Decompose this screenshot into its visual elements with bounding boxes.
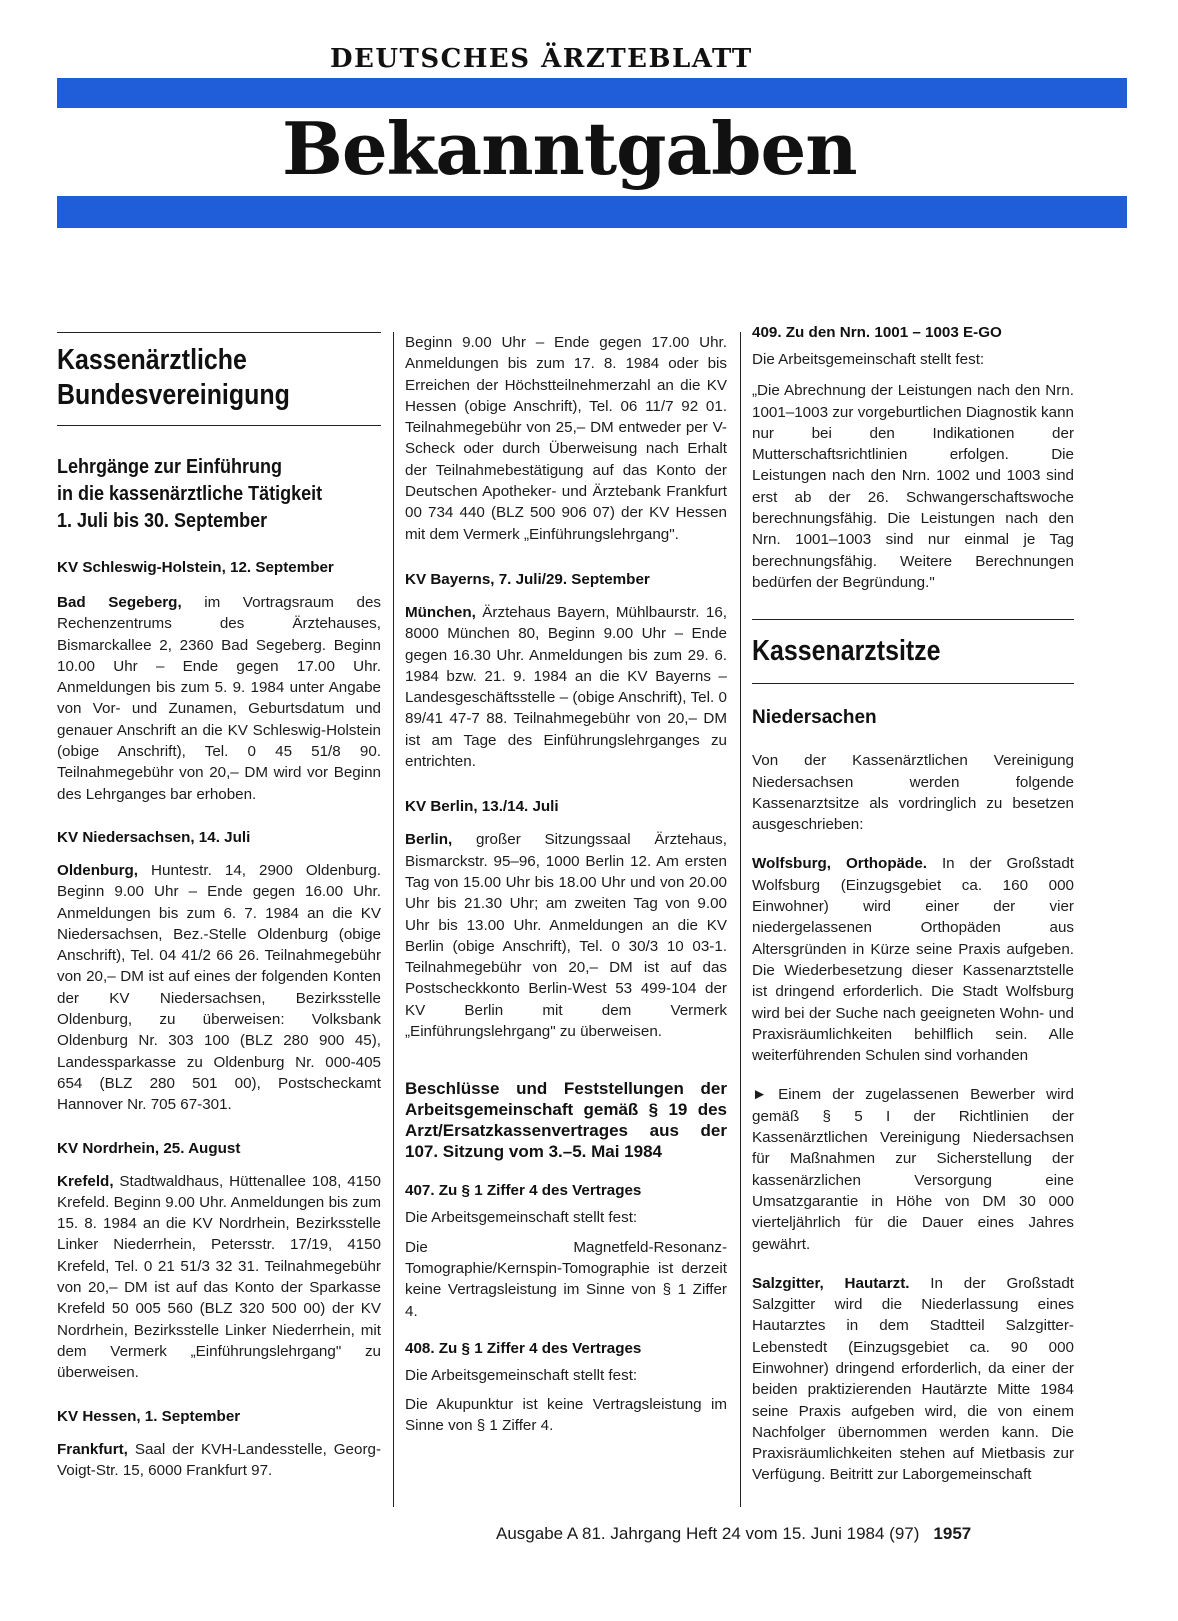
org-title-line: Bundesvereinigung [57,379,290,411]
kv-heading: KV Schleswig-Holstein, 12. September [57,559,334,576]
item-heading: 408. Zu § 1 Ziffer 4 des Vertrages [405,1339,642,1357]
item-lead: Die Arbeitsgemeinschaft stellt fest: [405,1209,638,1227]
kv-paragraph: München, Ärztehaus Bayern, Mühlbaurstr. 16, 8000 München 80, Beginn 9.00 Uhr – Ende gegen 16.30 Uhr. Anmeldungen bis zum 29. 6. 1984 bzw. 21. 9. 1984 an die KV Bayerns – Landesgeschäftsstelle – (obige Anschrift), Tel. 0 89/41 47-7 88. Teilnahmegebühr von 20,– DM ist am Tage des Einführungslehrganges zu entrichten. [405,603,727,771]
kv-heading: KV Hessen, 1. September [57,1407,241,1425]
column-2 [405,332,727,1437]
column-3 [752,324,1075,1486]
course-title-line: 1. Juli bis 30. September [57,510,268,532]
city: München, [405,603,476,621]
kv-paragraph: Oldenburg, Huntestr. 14, 2900 Oldenburg. Beginn 9.00 Uhr – Ende gegen 16.00 Uhr. Anmeldungen bis zum 6. 7. 1984 an die KV Niedersachsen, Bez.-Stelle Oldenburg (obige Anschrift), Tel. 04 41/2 66 26. Teilnahmegebühr von 20,– DM ist auf eines der folgenden Konten der KV Niedersachsen, Bezirksstelle Oldenburg, zu überweisen: Volksbank Oldenburg Nr. 303 100 (BLZ 280 900 45), Landessparkasse zu Oldenburg Nr. 000-405 654 (BLZ 280 501 00), Postscheckamt Hannover Nr. 705 67-301. [57,861,381,1114]
city: Bad Segeberg, [57,594,182,611]
kv-heading: KV Bayerns, 7. Juli/29. September [405,570,650,588]
course-title-line: in die kassenärztliche Tätigkeit [57,483,323,505]
column-divider [740,332,741,1507]
kv-paragraph: Bad Segeberg, im Vortragsraum des Rechenzentrums des Ärztehauses, Bismarckallee 2, 2360 Bad Segeberg. Beginn 10.00 Uhr – Ende gegen 17.00 Uhr. Anmeldungen bis zum 5. 9. 1984 unter Angabe von Vor- und Zunamen, Geburtsdatum und genauer Anschrift an die KV Schleswig-Holstein (obige Anschrift), Tel. 0 45 51/8 90. Teilnahmegebühr von 20,– DM wird vor Beginn des Lehrganges bar erhoben. [57,594,381,803]
page-number: 1957 [933,1524,972,1543]
intro-paragraph: Von der Kassenärztlichen Vereinigung Niedersachsen werden folgende Kassenarztsitze als vordringlich zu besetzen ausgeschrieben: [752,752,1074,834]
org-title-line: Kassenärztliche [57,344,247,376]
kv-heading: KV Nordrhein, 25. August [57,1139,241,1157]
masthead: DEUTSCHES ÄRZTEBLATT [330,44,753,74]
kv-paragraph: Beginn 9.00 Uhr – Ende gegen 17.00 Uhr. Anmeldungen bis zum 17. 8. 1984 oder bis Erreichen der Höchstteilnehmerzahl an die KV Hessen (obige Anschrift), Tel. 06 11/7 92 01. Teilnahmegebühr von 25,– DM entweder per V-Scheck oder durch Überweisung nach Erhalt der Teilnahmebestätigung auf das Konto der Deutschen Apotheker- und Ärztebank Frankfurt 00 734 440 (BLZ 500 906 07) der KV Hessen mit dem Vermerk „Einführungslehrgang". [405,334,727,543]
item-lead: Die Arbeitsgemeinschaft stellt fest: [405,1366,638,1384]
kv-paragraph: Berlin, großer Sitzungssaal Ärztehaus, Bismarckstr. 95–96, 1000 Berlin 12. Am ersten Tag von 15.00 Uhr bis 18.00 Uhr und von 20.00 Uhr bis 21.30 Uhr; am zweiten Tag von 9.00 Uhr bis 13.00 Uhr. Anmeldungen an die KV Berlin (obige Anschrift), Tel. 0 30/3 10 03-1. Teilnahmegebühr von 20,– DM ist auf das Postscheckkonto Berlin-West 53 499-104 der KV Berlin mit dem Vermerk „Einführungslehrgang" zu überweisen. [405,831,727,1041]
item-paragraph: Die Akupunktur ist keine Vertragsleistung im Sinne von § 1 Ziffer 4. [405,1396,727,1435]
guarantee-paragraph: ► Einem der zugelassenen Bewerber wird gemäß § 5 I der Richtlinien der Kassenärztlichen Vereinigung Niedersachsen für Maßnahmen zur Sicherstellung der kassenärzlichen Versorgung eine Umsatzgarantie in Höhe von DM 30 000 vierteljährlich für die Dauer eines Jahres gewährt. [752,1086,1074,1253]
rule [752,683,1074,684]
city: Salzgitter, Hautarzt. [752,1274,910,1292]
column-1 [57,332,381,1481]
city: Frankfurt, [57,1440,128,1458]
city: Berlin, [405,831,453,849]
course-title-line: Lehrgänge zur Einführung [57,456,282,478]
city: Wolfsburg, Orthopäde. [752,855,927,873]
region-heading: Niedersachen [752,707,877,729]
rule [752,619,1074,620]
item-heading: 409. Zu den Nrn. 1001 – 1003 E-GO [752,324,1002,341]
city: Krefeld, [57,1172,114,1190]
kv-heading: KV Niedersachsen, 14. Juli [57,828,251,846]
item-heading: 407. Zu § 1 Ziffer 4 des Vertrages [405,1182,642,1200]
blue-band-bottom [57,196,1127,228]
resolutions-title: Beschlüsse und Feststellungen der Arbeitsgemeinschaft gemäß § 19 des Arzt/Ersatzkassenvertrages aus der 107. Sitzung vom 3.–5. Mai 1984 [405,1079,727,1162]
blue-band-top [57,78,1127,108]
page-footer [496,1524,971,1544]
kv-heading: KV Berlin, 13./14. Juli [405,798,559,816]
kv-paragraph: Frankfurt, Saal der KVH-Landesstelle, Georg-Voigt-Str. 15, 6000 Frankfurt 97. [57,1440,381,1479]
city: Oldenburg, [57,861,138,879]
item-paragraph: Die Magnetfeld-Resonanz-Tomographie/Kernspin-Tomographie ist derzeit keine Vertragsleistung im Sinne von § 1 Ziffer 4. [405,1238,727,1320]
page-headline: Bekanntgaben [282,106,857,191]
listing-paragraph: Wolfsburg, Orthopäde. In der Großstadt Wolfsburg (Einzugsgebiet ca. 160 000 Einwohner) wird einer der vier niedergelassenen Orthopäden aus Altersgründen in Kürze seine Praxis aufgeben. Die Wiederbesetzung dieser Kassenarztstelle ist dringend erforderlich. Die Stadt Wolfsburg wird bei der Suche nach geeigneten Wohn- und Praxisräumlichkeiten behilflich sein. Alle weiterführenden Schulen sind vorhanden [752,855,1074,1065]
kv-paragraph: Krefeld, Stadtwaldhaus, Hüttenallee 108, 4150 Krefeld. Beginn 9.00 Uhr. Anmeldungen bis zum 15. 8. 1984 an die KV Nordrhein, Bezirksstelle Linker Niederrhein, Petersstr. 17/19, 4150 Krefeld, Tel. 0 21 51/3 32 31. Teilnahmegebühr von 20,– DM ist auf das Konto der Sparkasse Krefeld 50 005 560 (BLZ 320 500 00) der KV Nordrhein, Bezirksstelle Linker Niederrhein, mit dem Vermerk „Einführungslehrgang" zu überweisen. [57,1172,381,1382]
issue-info: Ausgabe A 81. Jahrgang Heft 24 vom 15. Juni 1984 (97) [496,1524,920,1543]
item-lead: Die Arbeitsgemeinschaft stellt fest: [752,351,985,368]
section-title: Kassenarztsitze [752,635,941,668]
rule [57,425,381,426]
rule [57,332,381,333]
item-paragraph: „Die Abrechnung der Leistungen nach den Nrn. 1001–1003 zur vorgeburtlichen Diagnostik kann nur bei den Indikationen der Mutterschaftsrichtlinien erfolgen. Die Leistungen nach den Nrn. 1002 und 1003 sind erst ab der 26. Schwangerschaftswoche berechnungsfähig. Die Leistungen nach den Nrn. 1001–1003 sind nur einmal je Tag berechnungsfähig. Weitere Berechnungen bedürfen der Begründung." [752,382,1074,591]
listing-paragraph: Salzgitter, Hautarzt. In der Großstadt Salzgitter wird die Niederlassung eines Hautarztes in dem Stadtteil Salzgitter-Lebenstedt (Einzugsgebiet ca. 90 000 Einwohner) dringend erforderlich, da einer der beiden praktizierenden Hautärzte Mitte 1984 seine Praxis aufgeben wird, die von einem Nachfolger übernommen werden kann. Die Praxisräumlichkeiten stehen auf Mietbasis zur Verfügung. Beitritt zur Laborgemeinschaft [752,1274,1075,1484]
column-divider [393,332,394,1507]
